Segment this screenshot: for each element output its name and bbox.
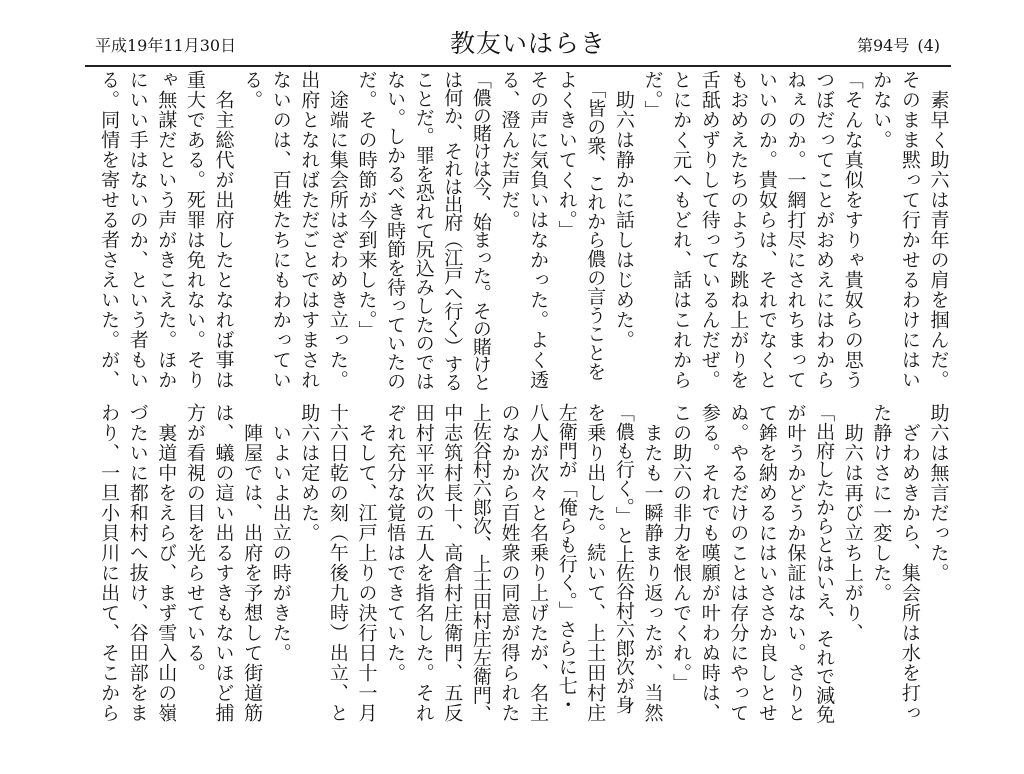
- text-column: だ。その時節が今到来した。」: [355, 70, 378, 341]
- text-column: 上佐谷村六郎次、上土田村庄左衛門、: [469, 403, 492, 724]
- issue-number: 第94号: [857, 36, 910, 55]
- text-column: は何か、それは出府（江戸へ行く）する: [441, 70, 464, 391]
- text-column: いよいよ出立の時がきた。: [269, 403, 292, 663]
- text-column: ゃ無謀だという声がきこえた。ほか: [155, 70, 178, 390]
- text-column: もおめえたちのような跳ね上がりを: [727, 70, 750, 390]
- text-column: 助六は定めた。: [298, 403, 321, 543]
- text-column: よくきいてくれ。」: [555, 70, 578, 241]
- text-column: 「儂の賭けは今、始まった。その賭けと: [469, 70, 492, 391]
- text-column: 「出府したからとはいえ、それで減免: [813, 403, 836, 724]
- text-column: が叶うかどうか保証はない。さりと: [784, 403, 807, 723]
- page-number: (4): [917, 36, 941, 55]
- text-column: た静けさに一変した。: [870, 403, 893, 603]
- text-column: 参る。それでも嘆願が叶わぬ時は、: [698, 403, 721, 723]
- text-column: ことだ。罪を恐れて尻込みしたのでは: [412, 70, 435, 391]
- text-column: 「儂も行く。」と上佐谷村六郎次が身: [612, 403, 635, 714]
- text-column: ぞれ充分な覚悟はできていた。: [384, 403, 407, 683]
- text-column: ねぇのか。一網打尽にされちまって: [784, 70, 807, 390]
- text-column: のなかから百姓衆の同意が得られた: [498, 403, 521, 723]
- text-column: ざわめきから、集会所は水を打っ: [898, 403, 921, 723]
- text-column: は、蟻の這い出るすきもないほど捕: [212, 403, 235, 723]
- text-column: 名主総代が出府したとなれば事は: [212, 70, 235, 390]
- text-column: 素早く助六は青年の肩を掴んだ。: [927, 70, 950, 390]
- text-column: る、澄んだ声だ。: [498, 70, 521, 230]
- text-column: 助六は無言だった。: [927, 403, 950, 583]
- text-column: いいのか。貴奴らは、それでなくと: [755, 70, 778, 390]
- text-column: 八人が次々と名乗り上げたが、名主: [527, 403, 550, 723]
- text-column: て鉾を納めるにはいささか良しとせ: [755, 403, 778, 723]
- text-column: 途端に集会所はざわめき立った。: [326, 70, 349, 390]
- text-column: 左衛門が「俺らも行く。」さらに七・: [555, 403, 578, 714]
- text-column: とにかく元へもどれ、話はこれから: [670, 70, 693, 390]
- text-column: ぬ。やるだけのことは存分にやって: [727, 403, 750, 723]
- newsletter-title: 教友いはらき: [450, 29, 607, 58]
- text-column: 「そんな真似をすりゃ貴奴らの思う: [841, 70, 864, 390]
- text-column: その声に気負いはなかった。よく透: [527, 70, 550, 390]
- text-column: 陣屋では、出府を予想して街道筋: [241, 403, 264, 723]
- text-column: 助六は再び立ち上がり、: [841, 403, 864, 643]
- text-column: かない。: [870, 70, 893, 150]
- text-column: ない。しかるべき時節を待っていたの: [384, 70, 407, 391]
- text-column: 田村平平次の五人を指名した。それ: [412, 403, 435, 723]
- text-column: 舌舐めずりして待っているんだぜ。: [698, 70, 721, 390]
- issue-date: 平成19年11月30日: [95, 36, 237, 55]
- text-column: にいい手はないのか、という者もい: [126, 70, 149, 390]
- text-column: る。: [241, 70, 264, 110]
- text-column: つぼだってことがおめえにはわから: [813, 70, 836, 390]
- text-column: 重大である。死罪は免れない。そり: [183, 70, 206, 390]
- text-column: そのまま黙って行かせるわけにはい: [898, 70, 921, 390]
- text-column: 「皆の衆、これから儂の言うことを: [584, 70, 607, 381]
- text-column: づたいに都和村へ抜け、谷田部をま: [126, 403, 149, 723]
- text-column: 方が看視の目を光らせている。: [183, 403, 206, 683]
- text-column: 中志筑村長十、高倉村庄衛門、五反: [441, 403, 464, 723]
- text-column: この助六の非力を恨んでくれ。」: [670, 403, 693, 694]
- text-column: だ。」: [641, 70, 664, 121]
- text-column: 十六日乾の刻（午後九時）出立、と: [326, 403, 349, 723]
- text-column: る。同情を寄せる者さえいた。が、: [98, 70, 121, 390]
- text-column: 裏道中をえらび、まず雪入山の嶺: [155, 403, 178, 723]
- text-column: 助六は静かに話しはじめた。: [612, 70, 635, 350]
- text-column: そして、江戸上りの決行日十一月: [355, 403, 378, 723]
- text-column: 出府となればただごとではすまされ: [298, 70, 321, 390]
- text-column: またも一瞬静まり返ったが、当然: [641, 403, 664, 723]
- text-column: を乗り出した。続いて、上土田村庄: [584, 403, 607, 723]
- text-column: ないのは、百姓たちにもわかってい: [269, 70, 292, 390]
- text-column: わり、一旦小貝川に出て、そこから: [98, 403, 121, 723]
